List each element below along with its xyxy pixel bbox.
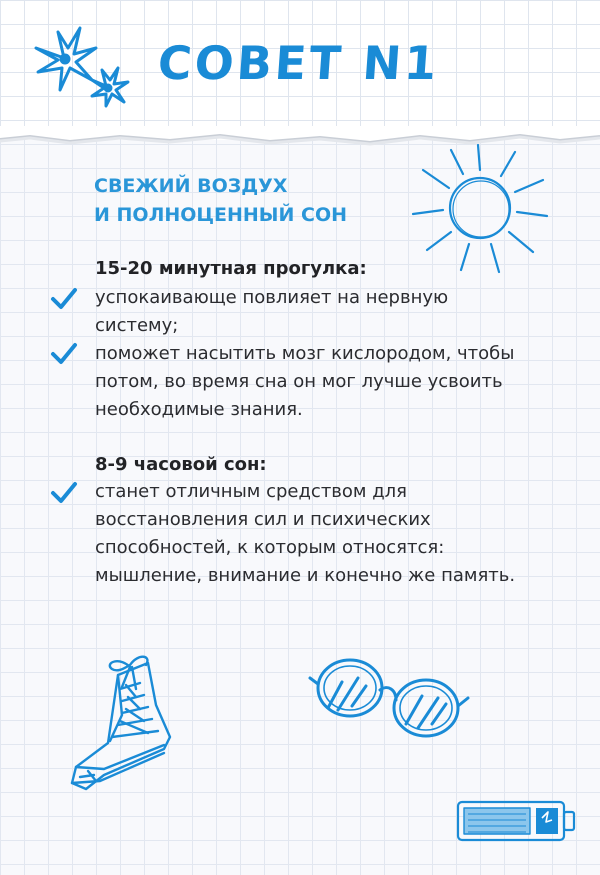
sleep-title: 8-9 часовой сон:	[95, 454, 267, 475]
walk-title: 15-20 минутная прогулка:	[95, 258, 367, 279]
check-icon	[50, 481, 78, 505]
flower-icon	[36, 28, 96, 90]
page-title: СОВЕТ N1	[156, 36, 442, 90]
glasses-icon	[308, 648, 473, 748]
heading-line-2: И ПОЛНОЦЕННЫЙ СОН	[94, 204, 348, 226]
check-icon	[50, 342, 78, 366]
sun-icon	[405, 140, 555, 280]
walk-item-2: поможет насытить мозг кислородом, чтобы потом, во время сна он мог лучше усвоить необходимые знания.	[95, 343, 515, 420]
flowers-doodle	[24, 18, 134, 108]
section-heading	[94, 172, 414, 230]
heading-line-1: СВЕЖИЙ ВОЗДУХ	[94, 175, 288, 197]
walk-item-1: успокаивающе повлияет на нервную систему;	[95, 287, 449, 336]
battery-icon	[452, 790, 580, 850]
sleep-item-1: станет отличным средством для восстановления сил и психических способностей, к которым относятся: мышление, внимание и конечно же память.	[95, 481, 516, 586]
check-icon	[50, 287, 78, 311]
sneaker-icon	[60, 645, 210, 795]
flower-icon	[92, 68, 128, 106]
